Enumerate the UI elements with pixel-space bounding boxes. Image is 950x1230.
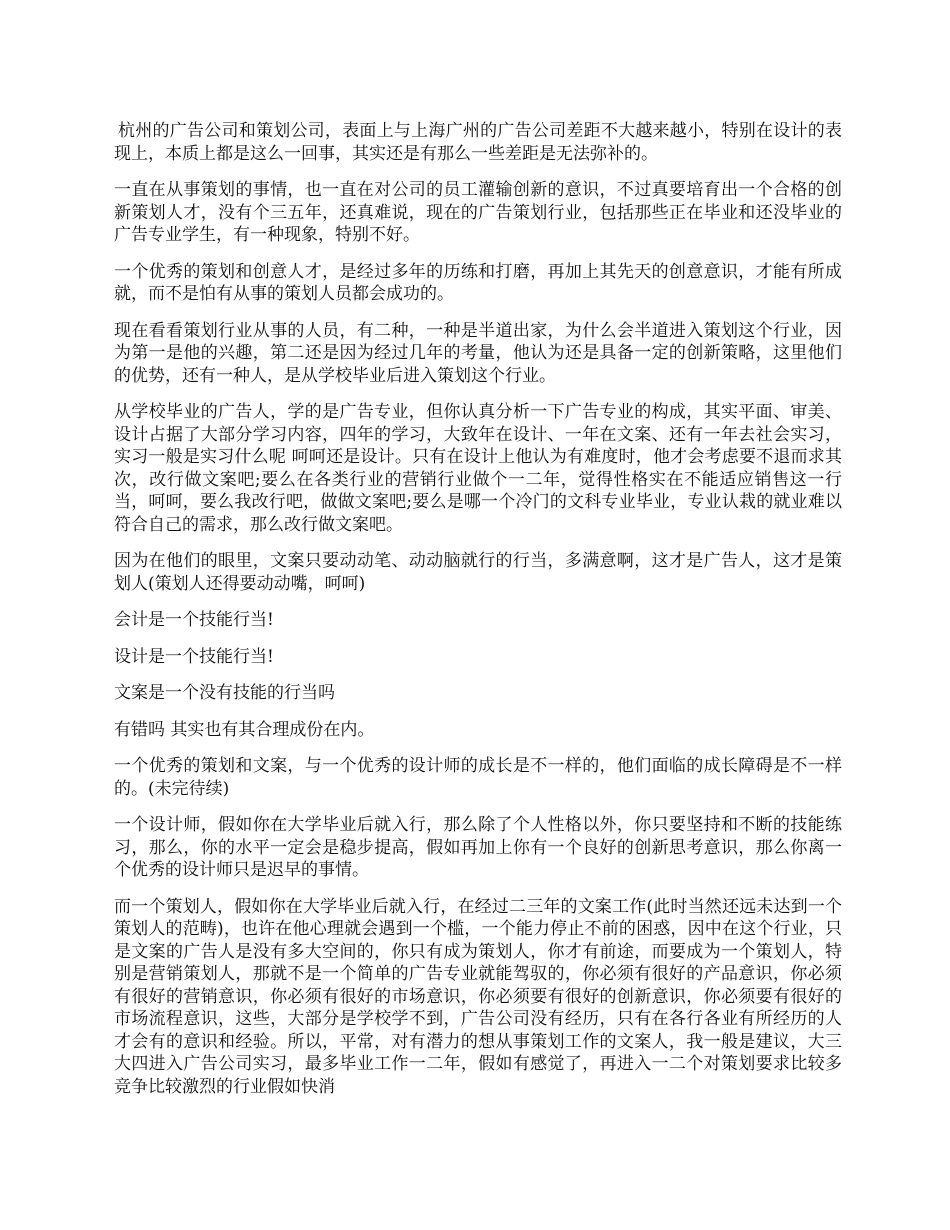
paragraph-13: 而一个策划人，假如你在大学毕业后就入行，在经过二三年的文案工作(此时当然还远未达到一个策划人的范畴)，也许在他心理就会遇到一个槛，一个能力停止不前的困惑，因中在这个行业，只是文案的广告人是没有多大空间的，你只有成为策划人，你才有前途，而要成为一个策划人，特别是营销策划人，那就不是一个简单的广告专业就能驾驭的，你必须有很好的产品意识，你必须有很好的营销意识，你必须有很好的市场意识，你必须要有很好的创新意识，你必须要有很好的市场流程意识，这些，大部分是学校学不到，广告公司没有经历，只有在各行各业有所经历的人才会有的意识和经验。所以，平常，对有潜力的想从事策划工作的文案人，我一般是建议，大三大四进入广告公司实习，最多毕业工作一二年，假如有感觉了，再进入一二个对策划要求比较多竞争比较激烈的行业假如快消 [114,896,842,1097]
paragraph-6: 因为在他们的眼里，文案只要动动笔、动动脑就行的行当，多满意啊，这才是广告人，这才是策划人(策划人还得要动动嘴，呵呵) [114,551,842,594]
paragraph-5: 从学校毕业的广告人，学的是广告专业，但你认真分析一下广告专业的构成，其实平面、审美、设计占据了大部分学习内容，四年的学习，大致年在设计、一年在文案、还有一年去社会实习，实习一般是实习什么呢 呵呵还是设计。只有在设计上他认为有难度时，他才会考虑要不退而求其次，改行做文案吧;要么在各类行业的营销行业做个一二年，觉得性格实在不能适应销售这一行当，呵呵，要么我改行吧，做做文案吧;要么是哪一个冷门的文科专业毕业，专业认栽的就业难以符合自己的需求，那么改行做文案吧。 [114,402,842,535]
paragraph-4: 现在看看策划行业从事的人员，有二种，一种是半道出家，为什么会半道进入策划这个行业，因为第一是他的兴趣，第二还是因为经过几年的考量，他认为还是具备一定的创新策略，这里他们的优势，还有一种人，是从学校毕业后进入策划这个行业。 [114,320,842,386]
paragraph-3: 一个优秀的策划和创意人才，是经过多年的历练和打磨，再加上其先天的创意意识，才能有所成就，而不是怕有从事的策划人员都会成功的。 [114,261,842,304]
paragraph-1: 杭州的广告公司和策划公司，表面上与上海广州的广告公司差距不大越来越小，特别在设计的表现上，本质上都是这么一回事，其实还是有那么一些差距是无法弥补的。 [114,121,842,164]
paragraph-11: 一个优秀的策划和文案，与一个优秀的设计师的成长是不一样的，他们面临的成长障碍是不一样的。(未完待续) [114,756,842,799]
paragraph-8: 设计是一个技能行当! [114,646,274,667]
paragraph-9: 文案是一个没有技能的行当吗 [114,683,335,703]
paragraph-10: 有错吗 其实也有其合理成份在内。 [114,719,375,740]
paragraph-2: 一直在从事策划的事情，也一直在对公司的员工灌输创新的意识，不过真要培育出一个合格的创新策划人才，没有个三五年，还真难说，现在的广告策划行业，包括那些正在毕业和还没毕业的广告专业学生，有一种现象，特别不好。 [114,180,842,245]
paragraph-12: 一个设计师，假如你在大学毕业后就入行，那么除了个人性格以外，你只要坚持和不断的技能练习，那么，你的水平一定会是稳步提高，假如再加上你有一个良好的创新思考意识，那么你离一个优秀的设计师只是迟早的事情。 [114,815,842,880]
document-body [114,120,842,1112]
paragraph-7: 会计是一个技能行当! [114,610,274,630]
